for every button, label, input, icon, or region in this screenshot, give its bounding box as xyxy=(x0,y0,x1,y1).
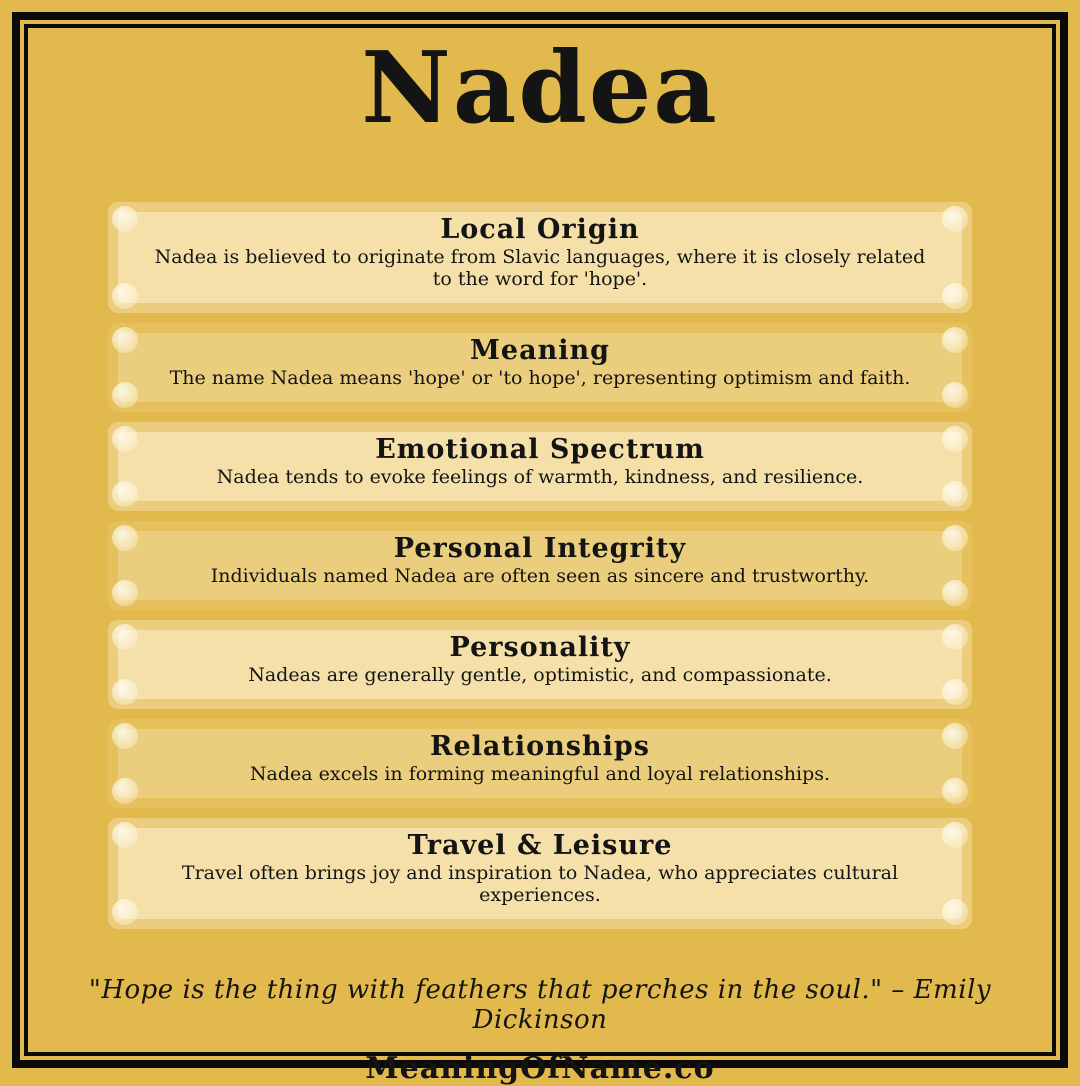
corner-pin-icon xyxy=(942,723,968,749)
corner-pin-icon xyxy=(942,382,968,408)
section-card xyxy=(108,202,972,313)
section-body: Nadea excels in forming meaningful and loyal relationships. xyxy=(249,762,831,785)
corner-pin-icon xyxy=(112,624,138,650)
page-title: Nadea xyxy=(361,31,719,146)
section-heading: Local Origin xyxy=(440,213,640,245)
poster-content xyxy=(28,28,1052,1086)
quote-text: "Hope is the thing with feathers that perches in the soul." – Emily Dickinson xyxy=(88,974,992,1035)
section-body: Nadeas are generally gentle, optimistic, and compassionate. xyxy=(248,663,832,686)
corner-pin-icon xyxy=(112,899,138,925)
section-card-inner xyxy=(118,212,962,303)
section-card xyxy=(108,422,972,511)
section-body: Individuals named Nadea are often seen as sincere and trustworthy. xyxy=(210,564,870,587)
corner-pin-icon xyxy=(112,426,138,452)
section-card xyxy=(108,323,972,412)
section-card-inner xyxy=(118,828,962,919)
section-card-inner xyxy=(118,531,962,600)
section-body: Nadea tends to evoke feelings of warmth, kindness, and resilience. xyxy=(216,465,864,488)
corner-pin-icon xyxy=(112,206,138,232)
section-heading: Personality xyxy=(449,631,631,663)
corner-pin-icon xyxy=(112,723,138,749)
corner-pin-icon xyxy=(942,822,968,848)
corner-pin-icon xyxy=(112,580,138,606)
section-heading: Relationships xyxy=(430,730,650,762)
section-card-inner xyxy=(118,630,962,699)
section-heading: Travel & Leisure xyxy=(407,829,673,861)
corner-pin-icon xyxy=(942,899,968,925)
corner-pin-icon xyxy=(942,206,968,232)
corner-pin-icon xyxy=(112,822,138,848)
section-list xyxy=(108,202,972,929)
corner-pin-icon xyxy=(942,283,968,309)
section-card-inner xyxy=(118,432,962,501)
corner-pin-icon xyxy=(942,580,968,606)
section-card-inner xyxy=(118,729,962,798)
corner-pin-icon xyxy=(942,327,968,353)
corner-pin-icon xyxy=(112,382,138,408)
corner-pin-icon xyxy=(112,778,138,804)
corner-pin-icon xyxy=(942,426,968,452)
corner-pin-icon xyxy=(942,778,968,804)
section-body: Travel often brings joy and inspiration to Nadea, who appreciates cultural experiences. xyxy=(181,861,899,906)
section-heading: Meaning xyxy=(470,334,610,366)
corner-pin-icon xyxy=(942,679,968,705)
corner-pin-icon xyxy=(942,481,968,507)
section-heading: Personal Integrity xyxy=(393,532,687,564)
section-card xyxy=(108,719,972,808)
corner-pin-icon xyxy=(112,525,138,551)
corner-pin-icon xyxy=(112,283,138,309)
corner-pin-icon xyxy=(112,481,138,507)
section-heading: Emotional Spectrum xyxy=(375,433,705,465)
corner-pin-icon xyxy=(112,679,138,705)
section-card-inner xyxy=(118,333,962,402)
section-card xyxy=(108,521,972,610)
section-card xyxy=(108,620,972,709)
corner-pin-icon xyxy=(112,327,138,353)
section-card xyxy=(108,818,972,929)
brand-name: MeaningOfName.co xyxy=(365,1050,715,1086)
section-body: The name Nadea means 'hope' or 'to hope', representing optimism and faith. xyxy=(169,366,911,389)
corner-pin-icon xyxy=(942,525,968,551)
section-body: Nadea is believed to originate from Slavic languages, where it is closely related to the word for 'hope'. xyxy=(154,245,926,290)
corner-pin-icon xyxy=(942,624,968,650)
